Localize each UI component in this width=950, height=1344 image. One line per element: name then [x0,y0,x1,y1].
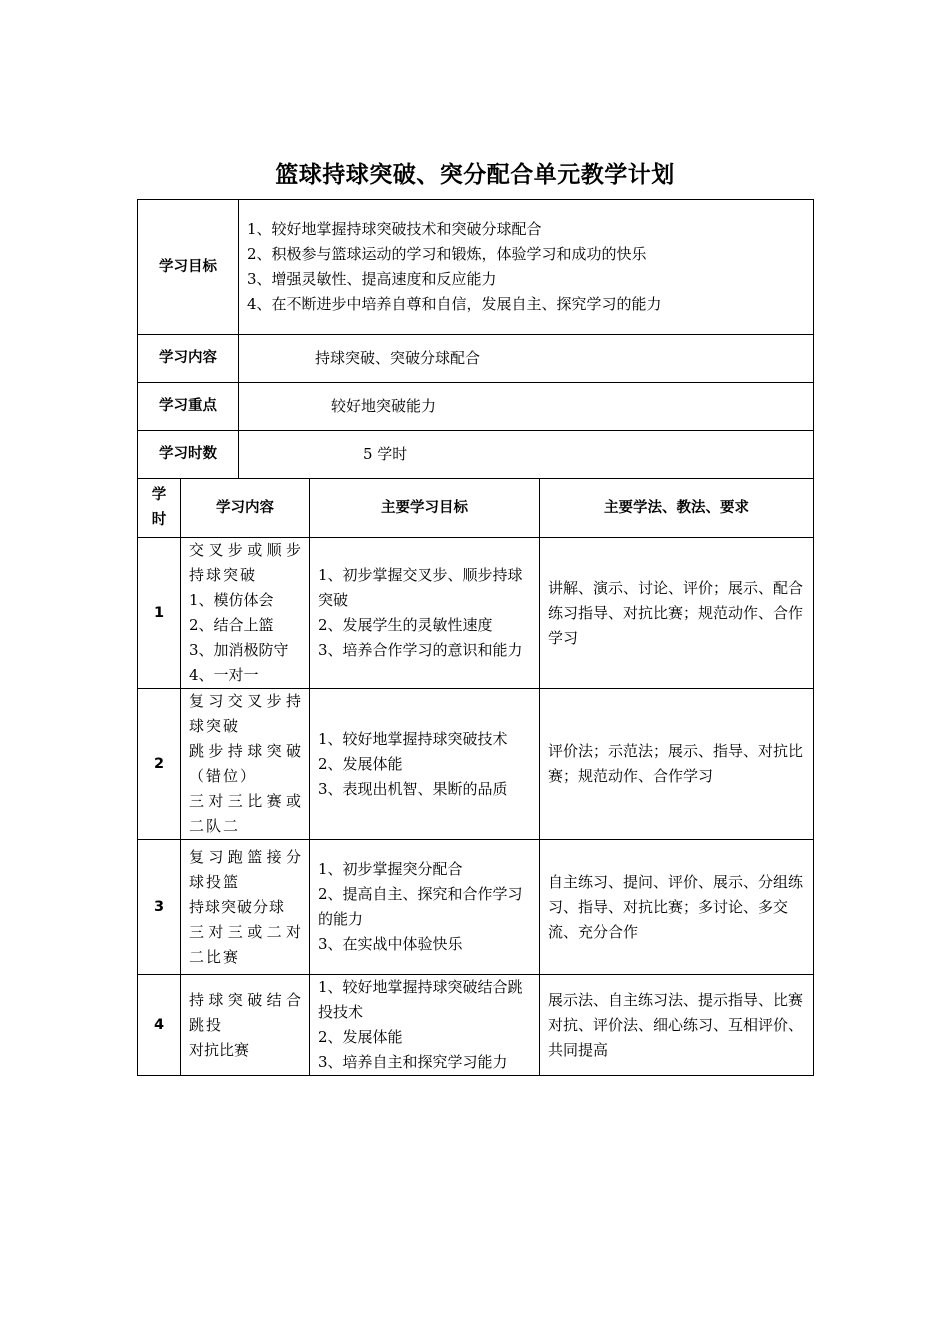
goals-list [239,200,814,335]
lesson-number: 1 [138,538,181,689]
goal-item: 1、较好地掌握持球突破技术和突破分球配合 [247,220,542,238]
lesson-methods: 自主练习、提问、评价、展示、分组练习、指导、对抗比赛；多讨论、多交流、充分合作 [540,840,814,975]
document-title: 篮球持球突破、突分配合单元教学计划 [275,162,675,188]
key-label: 学习重点 [138,383,239,431]
content-label: 学习内容 [138,335,239,383]
key-row [138,383,814,431]
lesson-number: 3 [138,840,181,975]
content-header: 学习内容 [181,479,310,538]
lesson-goals: 1、初步掌握交叉步、顺步持球突破 2、发展学生的灵敏性速度 3、培养合作学习的意识和能力 [310,538,540,689]
lesson-methods: 评价法；示范法；展示、指导、对抗比赛；规范动作、合作学习 [540,689,814,840]
goals-label: 学习目标 [138,200,239,335]
lesson-number: 2 [138,689,181,840]
goal-item: 2、积极参与篮球运动的学习和锻炼，体验学习和成功的快乐 [247,245,647,263]
lesson-methods: 讲解、演示、讨论、评价；展示、配合练习指导、对抗比赛；规范动作、合作学习 [540,538,814,689]
goals-row [138,200,814,335]
lesson-content: 交叉步或顺步持球突破 1、模仿体会 2、结合上篮 3、加消极防守 4、一对一 [181,538,310,689]
lesson-goals: 1、较好地掌握持球突破结合跳投技术 2、发展体能 3、培养自主和探究学习能力 [310,975,540,1076]
lesson-row [138,689,814,840]
hours-label: 学习时数 [138,431,239,479]
methods-header: 主要学法、教法、要求 [540,479,814,538]
goals-header: 主要学习目标 [310,479,540,538]
hour-header: 学 时 [138,479,181,538]
lesson-header-row [138,479,814,538]
hours-row [138,431,814,479]
lesson-content: 持球突破结合跳投 对抗比赛 [181,975,310,1076]
lesson-number: 4 [138,975,181,1076]
goal-item: 4、在不断进步中培养自尊和自信，发展自主、探究学习的能力 [247,295,662,313]
lesson-methods: 展示法、自主练习法、提示指导、比赛对抗、评价法、细心练习、互相评价、共同提高 [540,975,814,1076]
lesson-content: 复习交叉步持球突破 跳步持球突破（错位） 三对三比赛或二队二 [181,689,310,840]
lesson-goals: 1、较好地掌握持球突破技术 2、发展体能 3、表现出机智、果断的品质 [310,689,540,840]
lesson-row [138,840,814,975]
goal-item: 3、增强灵敏性、提高速度和反应能力 [247,270,497,288]
content-row [138,335,814,383]
lesson-row [138,975,814,1076]
lesson-goals: 1、初步掌握突分配合 2、提高自主、探究和合作学习的能力 3、在实战中体验快乐 [310,840,540,975]
teaching-plan-table [137,199,814,1076]
lesson-row [138,538,814,689]
key-value: 较好地突破能力 [239,383,814,431]
lesson-content: 复习跑篮接分球投篮 持球突破分球 三对三或二对二比赛 [181,840,310,975]
hours-value: 5 学时 [239,431,814,479]
content-value: 持球突破、突破分球配合 [239,335,814,383]
